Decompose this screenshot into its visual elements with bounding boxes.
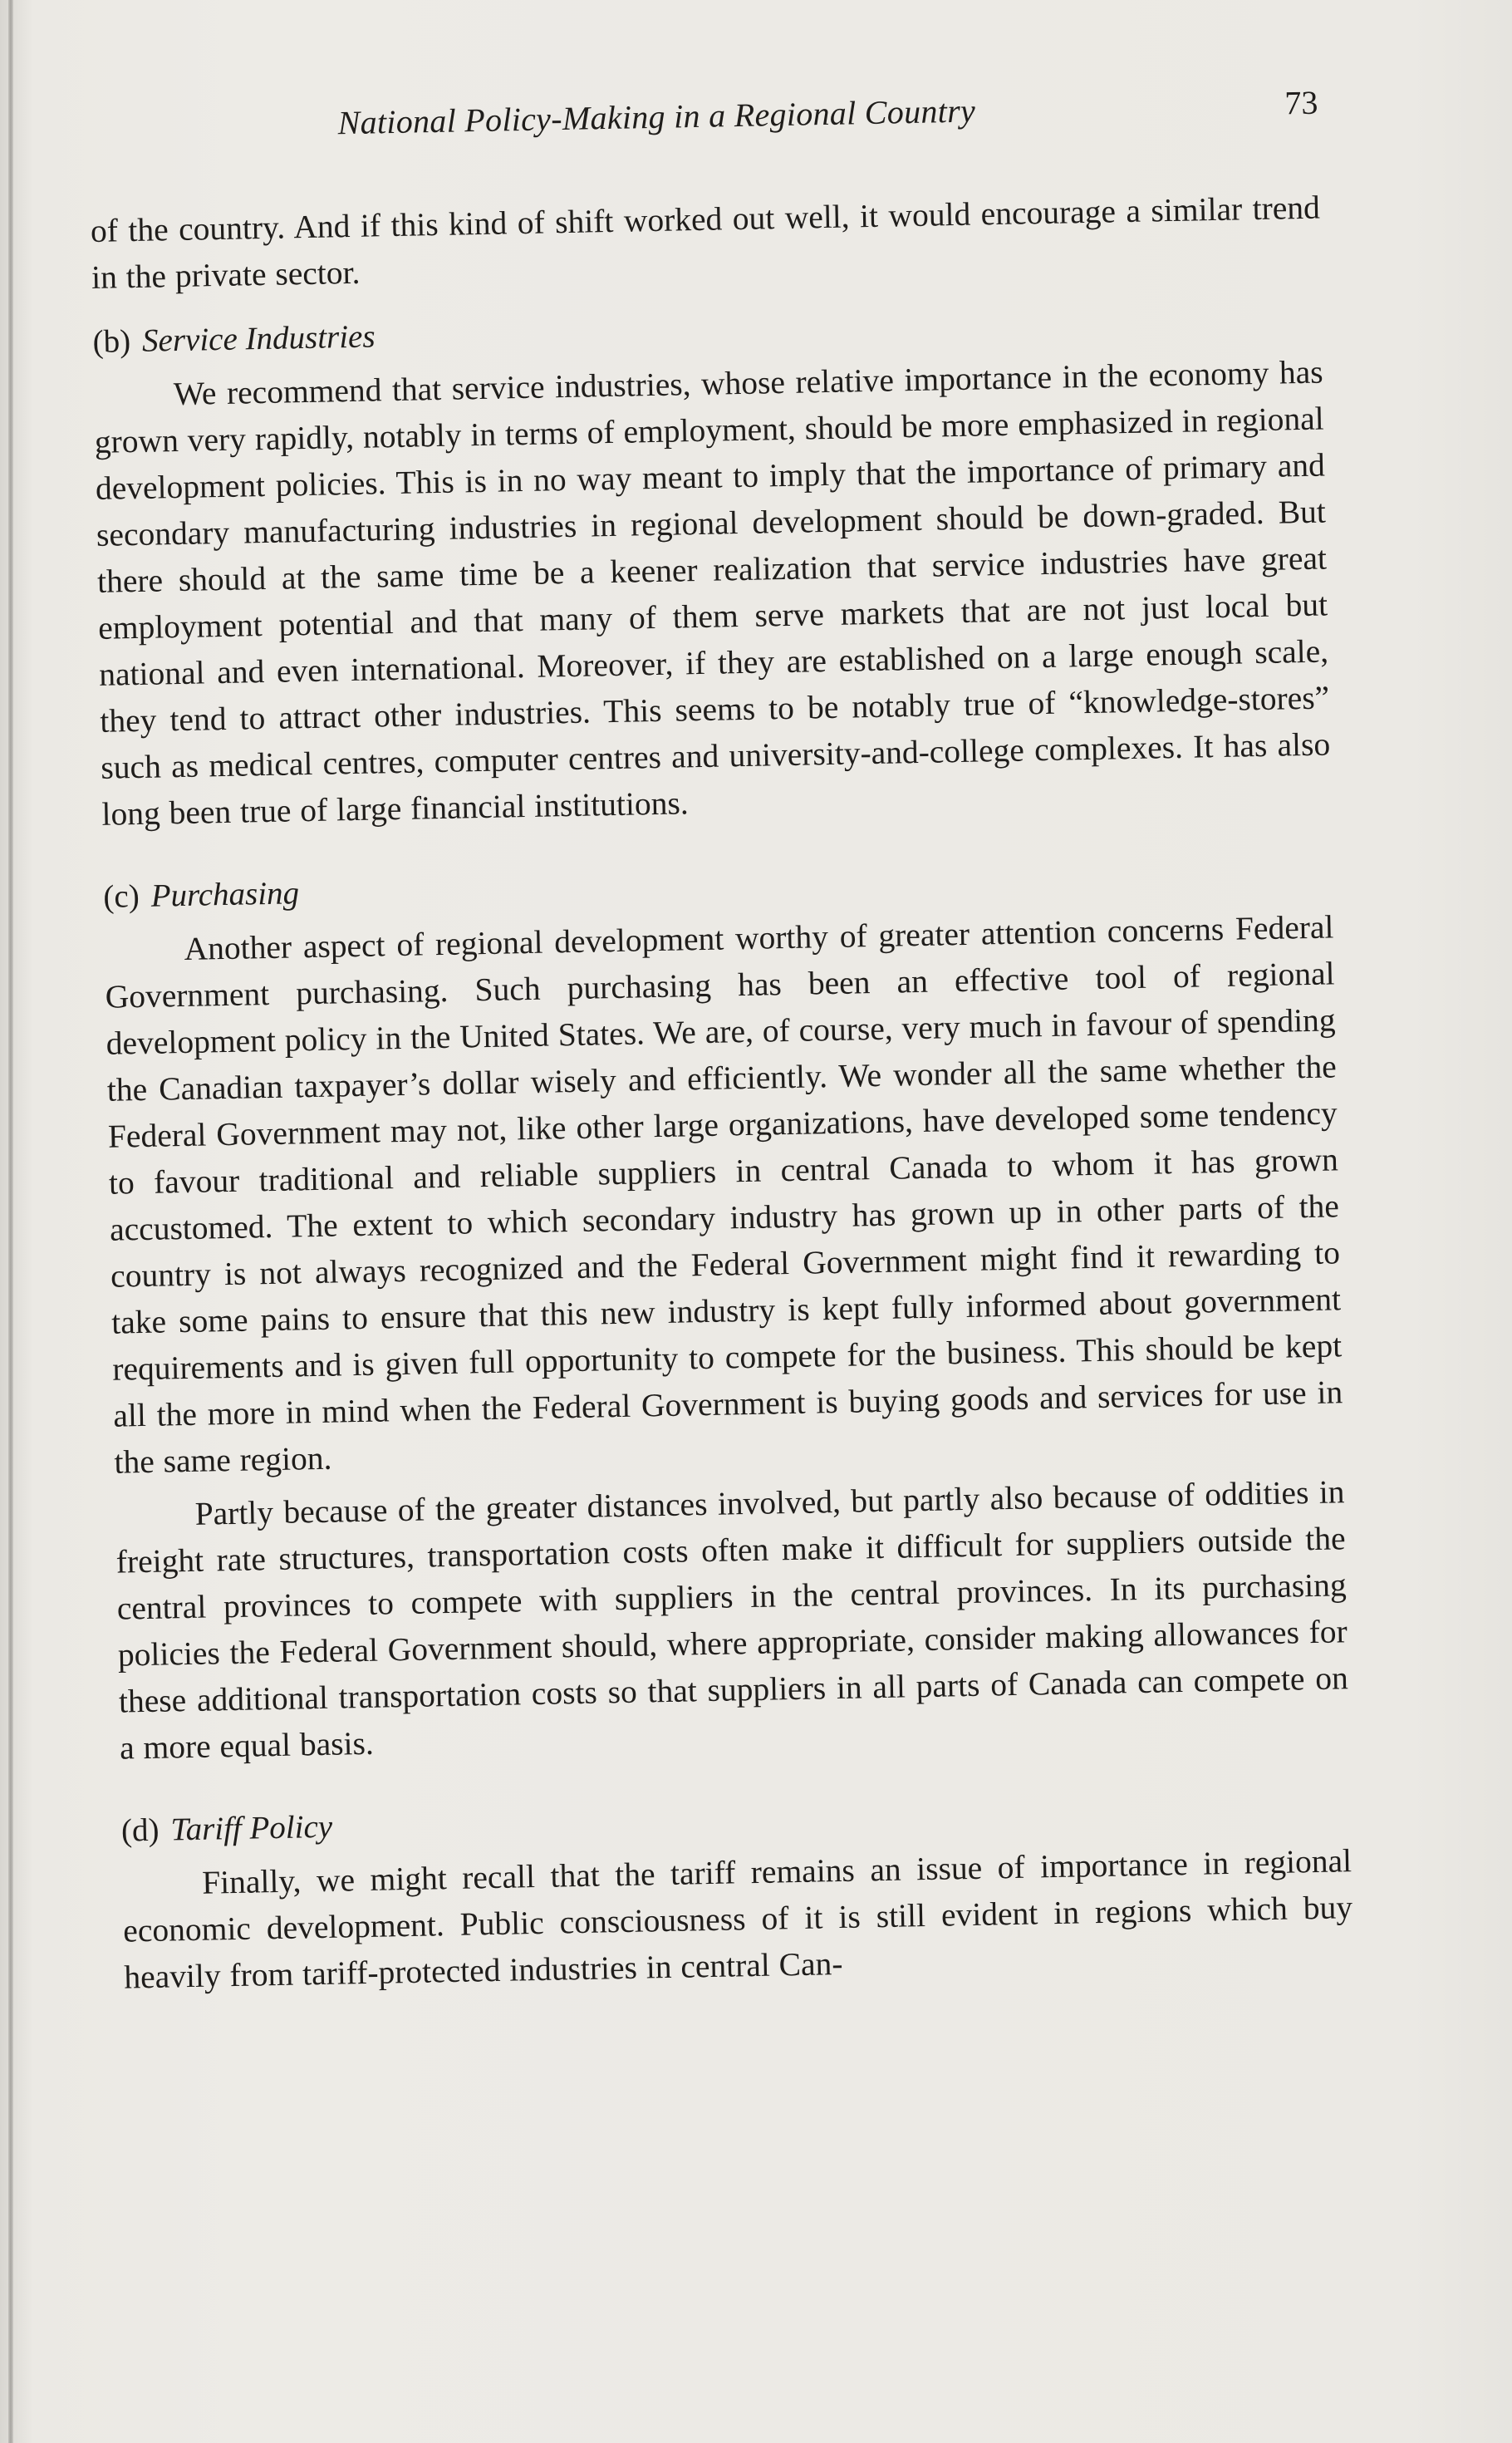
body-paragraph: Another aspect of regional development worthy of greater attention concerns Federal Government purchasing. Such purchasing has been an effective tool of regional development policy in the United States. We are, of course, very much in favour of spending the Canadian taxpayer’s dollar wisely and efficiently. We wonder all the same whether the Federal Government may not, like other large organizations, have developed some tendency to favour traditional and reliable suppliers in central Canada to whom it has grown accustomed. The extent to which secondary industry has grown up in other parts of the country is not always recognized and the Federal Government might find it rewarding to take some pains to ensure that this new industry is kept fully informed about government requirements and is given full opportunity to compete for the business. This should be kept all the more in mind when the Federal Government is buying goods and services for use in the same region. [105, 908, 1343, 1481]
body-paragraph: Partly because of the greater distances involved, but partly also because of oddities in freight rate structures, transportation costs often make it difficult for suppliers outside the central provinces to compete with suppliers in the central provinces. In its purchasing policies the Federal Government should, where appropriate, consider making allowances for these additional transportation costs so that suppliers in all parts of Canada can compete on a more equal basis. [115, 1473, 1349, 1767]
body-paragraph: We recommend that service industries, whose relative importance in the economy has grown very rapidly, notably in terms of employment, should be more emphasized in regional development policies. This is in no way meant to imply that the importance of primary and secondary manufacturing industries in regional development should be down-graded. But there should at the same time be a keener realization that service industries have great employment potential and that many of them serve markets that are not just local but national and even international. Moreover, if they are established on a large enough scale, they tend to attract other industries. This seems to be notably true of “knowledge-stores” such as medical centres, computer centres and university-and-college complexes. It has also long been true of large financial institutions. [94, 353, 1331, 833]
section-title: Purchasing [150, 875, 300, 914]
section-title: Service Industries [141, 318, 376, 359]
section-letter: (c) [103, 877, 140, 915]
section-letter: (b) [92, 323, 131, 360]
page-number: 73 [1284, 83, 1318, 122]
binding-edge [8, 0, 13, 2443]
running-header [88, 76, 1318, 150]
section-letter: (d) [120, 1811, 160, 1849]
running-title: National Policy-Making in a Regional Country [337, 91, 976, 142]
section-title: Tariff Policy [170, 1808, 333, 1848]
page-content [88, 76, 1354, 2001]
opening-paragraph: of the country. And if this kind of shift worked out well, it would encourage a similar trend in the private sector. [90, 189, 1321, 296]
body-paragraph: Finally, we might recall that the tariff remains an issue of importance in regional economic development. Public consciousness of it is still evident in regions which buy heavily from tariff-protected industries in central Can- [122, 1842, 1353, 1996]
